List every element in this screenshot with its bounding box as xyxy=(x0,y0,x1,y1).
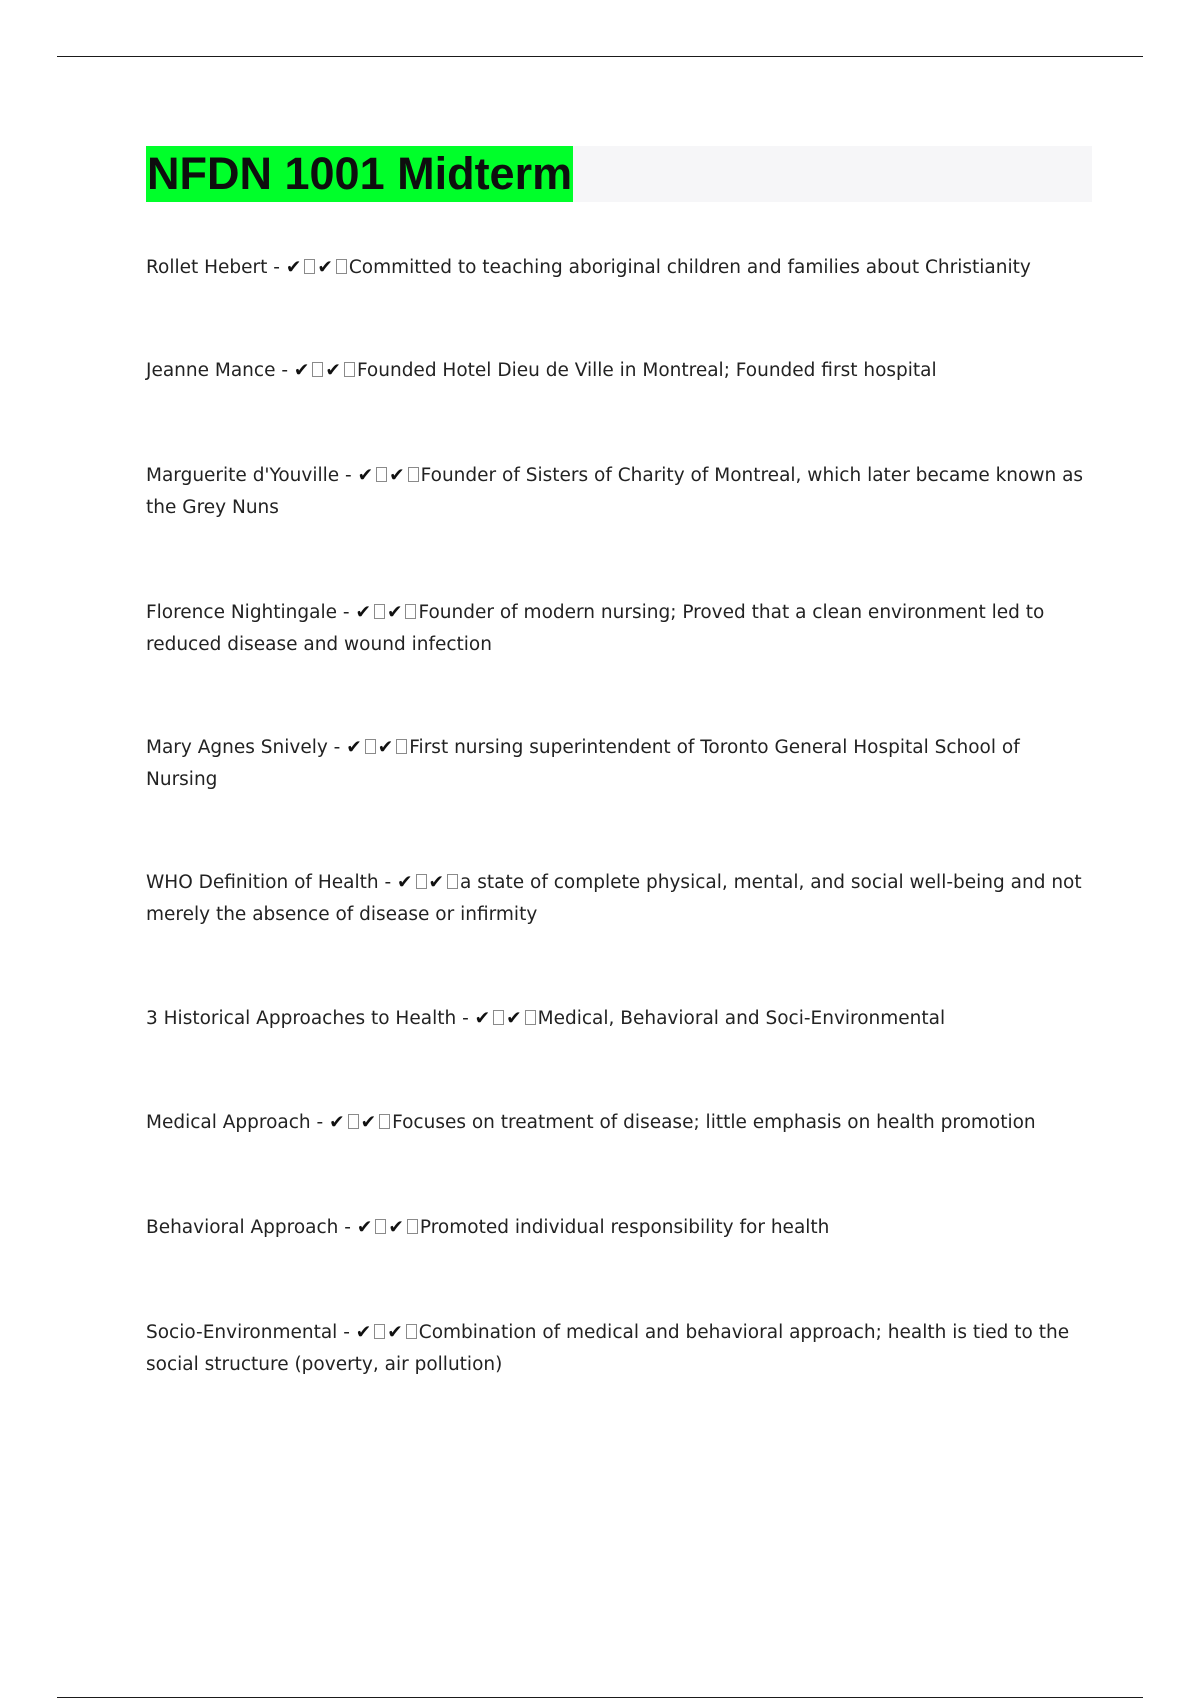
box-icon xyxy=(408,467,419,482)
entry-definition: Founded Hotel Dieu de Ville in Montreal; Founded first hospital xyxy=(356,360,937,381)
check-icon: ✔ xyxy=(285,257,302,278)
check-icon: ✔ xyxy=(506,1008,522,1029)
entry-term: WHO Definition of Health xyxy=(146,872,379,893)
entry-definition: Founder of modern nursing; Proved that a clean environment led to reduced disease and wound infection xyxy=(146,602,1045,655)
separator: - xyxy=(339,465,358,486)
list-item xyxy=(146,460,1092,524)
separator: - xyxy=(337,1322,356,1343)
separator: - xyxy=(378,872,398,893)
check-icon: ✔ xyxy=(346,737,362,758)
check-icon: ✔ xyxy=(377,737,394,758)
list-item xyxy=(146,1317,1092,1381)
entry-term: Behavioral Approach xyxy=(146,1217,339,1238)
separator: - xyxy=(267,257,286,278)
check-icon: ✔ xyxy=(293,360,310,381)
list-item xyxy=(146,252,1092,284)
box-icon xyxy=(493,1010,504,1025)
list-item xyxy=(146,597,1092,661)
entry-definition: Medical, Behavioral and Soci-Environmental xyxy=(537,1008,946,1029)
check-icon: ✔ xyxy=(397,872,413,893)
check-icon: ✔ xyxy=(388,1217,404,1238)
box-icon xyxy=(365,739,376,754)
box-icon xyxy=(304,259,315,274)
check-icon: ✔ xyxy=(329,1112,345,1133)
entry-term: 3 Historical Approaches to Health xyxy=(146,1008,457,1029)
entry-term: Jeanne Mance xyxy=(146,360,276,381)
box-icon xyxy=(336,259,347,274)
check-icon: ✔ xyxy=(356,1217,373,1238)
list-item xyxy=(146,732,1092,796)
entry-definition: Combination of medical and behavioral approach; health is tied to the social structure (poverty, air pollution) xyxy=(146,1322,1070,1375)
check-icon: ✔ xyxy=(325,360,341,381)
entry-term: Rollet Hebert xyxy=(146,257,268,278)
entry-term: Florence Nightingale xyxy=(146,602,338,623)
box-icon xyxy=(374,1324,385,1339)
separator: - xyxy=(275,360,294,381)
entry-definition: Committed to teaching aboriginal children and families about Christianity xyxy=(348,257,1031,278)
check-icon: ✔ xyxy=(360,1112,377,1133)
entry-definition: Promoted individual responsibility for health xyxy=(419,1217,830,1238)
box-icon xyxy=(379,1114,390,1129)
check-icon: ✔ xyxy=(387,1322,403,1343)
bottom-rule xyxy=(57,1697,1143,1698)
box-icon xyxy=(344,362,355,377)
entry-term: Medical Approach xyxy=(146,1112,311,1133)
entry-definition: Founder of Sisters of Charity of Montreal, which later became known as the Grey Nuns xyxy=(146,465,1084,518)
box-icon xyxy=(348,1114,359,1129)
entry-definition: a state of complete physical, mental, and social well-being and not merely the absence of disease or infirmity xyxy=(146,872,1082,925)
box-icon xyxy=(396,739,407,754)
separator: - xyxy=(337,602,356,623)
check-icon: ✔ xyxy=(357,465,374,486)
separator: - xyxy=(456,1008,475,1029)
check-icon: ✔ xyxy=(355,1322,372,1343)
entry-term: Mary Agnes Snively xyxy=(146,737,328,758)
list-item xyxy=(146,867,1092,931)
check-icon: ✔ xyxy=(474,1008,491,1029)
check-icon: ✔ xyxy=(386,602,403,623)
entry-definition: Focuses on treatment of disease; little emphasis on health promotion xyxy=(392,1112,1036,1133)
check-icon: ✔ xyxy=(428,872,445,893)
box-icon xyxy=(407,1219,418,1234)
box-icon xyxy=(447,874,458,889)
list-item xyxy=(146,1003,1092,1035)
box-icon xyxy=(416,874,427,889)
box-icon xyxy=(376,467,387,482)
box-icon xyxy=(406,1324,417,1339)
list-item xyxy=(146,355,1092,387)
box-icon xyxy=(375,1219,386,1234)
box-icon xyxy=(312,362,323,377)
list-item xyxy=(146,1212,1092,1244)
separator: - xyxy=(327,737,347,758)
check-icon: ✔ xyxy=(317,257,333,278)
entry-definition: First nursing superintendent of Toronto General Hospital School of Nursing xyxy=(146,737,1020,790)
box-icon xyxy=(525,1010,536,1025)
entry-term: Marguerite d'Youville xyxy=(146,465,340,486)
box-icon xyxy=(405,604,416,619)
top-rule xyxy=(57,56,1143,57)
page-title: NFDN 1001 Midterm xyxy=(146,146,573,202)
separator: - xyxy=(310,1112,330,1133)
list-item xyxy=(146,1107,1092,1139)
separator: - xyxy=(338,1217,357,1238)
entry-term: Socio-Environmental xyxy=(146,1322,338,1343)
check-icon: ✔ xyxy=(389,465,405,486)
check-icon: ✔ xyxy=(355,602,371,623)
box-icon xyxy=(374,604,385,619)
